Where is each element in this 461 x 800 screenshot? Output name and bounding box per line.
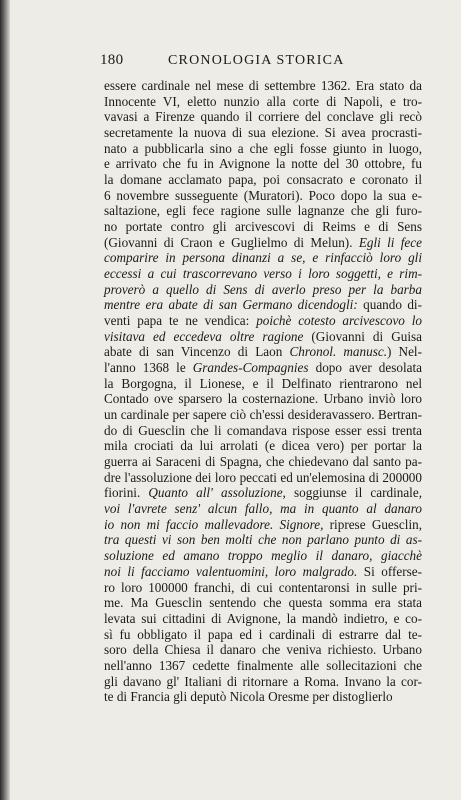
text-line bbox=[104, 454, 422, 470]
text-line bbox=[104, 532, 422, 548]
body-text bbox=[104, 78, 422, 705]
roman-text: la domane acclamato papa, poi consacrato e coronato il bbox=[104, 172, 422, 188]
text-line bbox=[104, 580, 422, 596]
text-line bbox=[104, 235, 422, 251]
roman-text: no portate contro gli arcivescovi di Reims e di Sens bbox=[104, 219, 422, 235]
italic-text: comparire in persona dinanzi a se, e rinfacciò loro gli bbox=[104, 250, 422, 266]
italic-text: io non mi faccio mallevadore. Signore, bbox=[104, 516, 324, 532]
roman-text: sì fu obbligato il papa ed i cardinali di estrarre dal te- bbox=[104, 626, 422, 642]
page-header bbox=[100, 52, 400, 72]
roman-text: 6 novembre susseguente (Muratori). Poco dopo la sua e- bbox=[104, 187, 422, 203]
roman-text: soggiunse il cardinale, bbox=[285, 485, 422, 501]
roman-text: gli davano gl' Italiani di ritornare a Roma. Invano la cor- bbox=[104, 673, 422, 689]
italic-text: voi l'avrete senz' alcun fallo, ma in quanto al danaro bbox=[104, 501, 422, 517]
text-line bbox=[104, 501, 422, 517]
italic-text: Quanto all' assoluzione, bbox=[148, 485, 286, 501]
roman-text: guerra ai Saraceni di Spagna, che chiedevano dal santo pa- bbox=[104, 454, 422, 470]
text-line bbox=[104, 78, 422, 94]
roman-text: Si offerse- bbox=[357, 563, 423, 579]
italic-text: eccessi a cui trascorrevano verso i loro soggetti, e rim- bbox=[104, 266, 422, 282]
text-line bbox=[104, 470, 422, 486]
book-spine-shadow bbox=[0, 0, 10, 800]
italic-text: Grandes-Compagnies bbox=[192, 360, 309, 376]
roman-text: me. Ma Guesclin sentendo che questa somma era stata bbox=[104, 595, 422, 611]
roman-text: la Borgogna, il Lionese, e il Delfinato rientrarono nel bbox=[104, 375, 422, 391]
italic-text: Chronol. manusc. bbox=[289, 344, 387, 360]
italic-text: tra questi vi son ben molti che non parlano punto di as- bbox=[104, 532, 422, 548]
roman-text: riprese Guesclin, bbox=[323, 516, 422, 532]
text-line bbox=[104, 141, 422, 157]
text-line bbox=[104, 266, 422, 282]
roman-text: un cardinale per sapere ciò ch'essi desideravassero. Bertran- bbox=[104, 407, 422, 423]
roman-text: essere cardinale nel mese di settembre 1362. Era stato da bbox=[104, 78, 422, 93]
roman-text: ro loro 100000 franchi, di cui contentaronsi in sulle pri- bbox=[104, 579, 422, 595]
text-line bbox=[104, 360, 422, 376]
roman-text: ) Nel- bbox=[387, 344, 422, 360]
italic-text: noi li facciamo valentuomini, loro malgrado. bbox=[104, 563, 358, 579]
roman-text: nell'anno 1367 cedette finalmente alle sollecitazioni che bbox=[104, 657, 422, 673]
italic-text: soluzione ed amano troppo meglio il danaro, giacchè bbox=[104, 548, 422, 564]
italic-text: mentre era abate di san Germano dicendogli: bbox=[104, 297, 358, 313]
roman-text: levata sui cittadini di Avignone, la mandò indietro, e co- bbox=[104, 610, 422, 626]
text-line bbox=[104, 438, 422, 454]
roman-text: (Giovanni di Craon e Guglielmo di Melun). bbox=[104, 234, 359, 250]
text-line bbox=[104, 485, 422, 501]
text-line bbox=[104, 674, 422, 690]
roman-text: Contado ove sparsero la costernazione. Urbano inviò loro bbox=[104, 391, 422, 407]
text-line bbox=[104, 391, 422, 407]
italic-text: visitava ed eccedeva oltre ragione bbox=[104, 328, 304, 344]
text-line bbox=[104, 344, 422, 360]
text-line bbox=[104, 407, 422, 423]
text-line bbox=[104, 125, 422, 141]
text-line bbox=[104, 548, 422, 564]
roman-text: do di Guesclin che li comandava rispose esser essi trenta bbox=[104, 422, 422, 438]
text-line bbox=[104, 689, 422, 705]
text-line bbox=[104, 94, 422, 110]
roman-text: (Giovanni di Guisa bbox=[303, 328, 422, 344]
text-line bbox=[104, 627, 422, 643]
text-line bbox=[104, 595, 422, 611]
roman-text: soro della Chiesa il danaro che veniva richiesto. Urbano bbox=[104, 642, 422, 658]
roman-text: nato a pubblicarla sino a che egli fosse giunto in luogo, bbox=[104, 140, 422, 156]
roman-text: mila crociati da lui arrolati (e dicea vero) per portar la bbox=[104, 438, 422, 454]
text-line bbox=[104, 282, 422, 298]
text-line bbox=[104, 658, 422, 674]
italic-text: proverò a quello di Sens di averlo preso per la barba bbox=[104, 281, 422, 297]
roman-text: secretamente la nuova di sua elezione. Si avea procrasti- bbox=[104, 125, 422, 141]
roman-text: saltazione, egli fece ragione sulle lagnanze che gli furo- bbox=[104, 203, 422, 219]
roman-text: quando di- bbox=[357, 297, 422, 313]
text-line bbox=[104, 188, 422, 204]
roman-text: l'anno 1368 le bbox=[104, 360, 193, 376]
text-line bbox=[104, 564, 422, 580]
italic-text: Egli li fece bbox=[358, 234, 422, 250]
text-line bbox=[104, 109, 422, 125]
text-line bbox=[104, 219, 422, 235]
text-line bbox=[104, 642, 422, 658]
roman-text: vavasi a Firenze quando il corriere del conclave gli recò bbox=[104, 109, 422, 125]
roman-text: dre l'assoluzione dei loro peccati ed un'elemosina di 200000 bbox=[104, 469, 422, 485]
roman-text: abate di san Vincenzo di Laon bbox=[104, 344, 290, 360]
roman-text: venti papa te ne vendica: bbox=[104, 313, 257, 329]
text-line bbox=[104, 172, 422, 188]
text-line bbox=[104, 517, 422, 533]
roman-text: te di Francia gli deputò Nicola Oresme per distoglierlo bbox=[104, 689, 393, 705]
roman-text: Innocente VI, eletto nunzio alla corte di Napoli, e tro- bbox=[104, 93, 422, 109]
running-head: CRONOLOGIA STORICA bbox=[168, 53, 345, 68]
text-line bbox=[104, 203, 422, 219]
text-line bbox=[104, 250, 422, 266]
text-line bbox=[104, 376, 422, 392]
text-line bbox=[104, 297, 422, 313]
text-line bbox=[104, 313, 422, 329]
text-line bbox=[104, 423, 422, 439]
roman-text: dopo aver desolata bbox=[308, 360, 422, 376]
roman-text: fiorini. bbox=[104, 485, 149, 501]
text-line bbox=[104, 156, 422, 172]
text-line bbox=[104, 611, 422, 627]
roman-text: e arrivato che fu in Avignone la notte del 30 ottobre, fu bbox=[104, 156, 422, 172]
italic-text: poichè cotesto arcivescovo lo bbox=[256, 313, 423, 329]
text-line bbox=[104, 329, 422, 345]
page-number: 180 bbox=[100, 52, 124, 68]
